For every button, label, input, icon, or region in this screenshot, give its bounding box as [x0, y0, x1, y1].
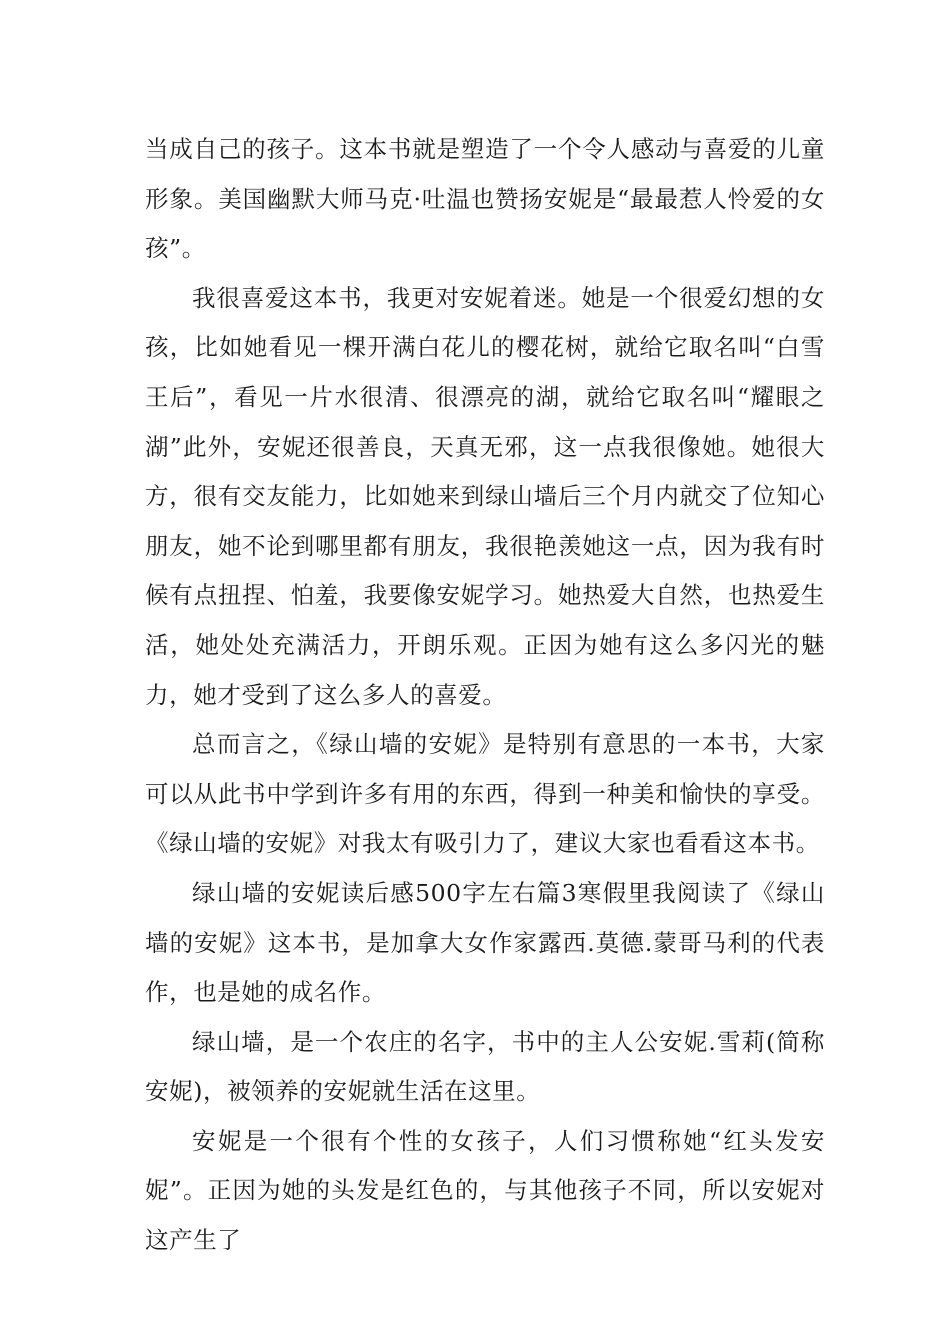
paragraph-conclusion: 总而言之，《绿山墙的安妮》是特别有意思的一本书，大家可以从此书中学到许多有用的东西，得到一种美和愉快的享受。《绿山墙的安妮》对我太有吸引力了，建议大家也看看这本书。 [145, 730, 825, 858]
paragraph-continuation: 当成自己的孩子。这本书就是塑造了一个令人感动与喜爱的儿童形象。美国幽默大师马克·吐温也赞扬安妮是“最最惹人怜爱的女孩”。 [145, 135, 825, 263]
paragraph-anne-character: 我很喜爱这本书，我更对安妮着迷。她是一个很爱幻想的女孩，比如她看见一棵开满白花儿的樱花树，就给它取名叫“白雪王后”，看见一片水很清、很漂亮的湖，就给它取名叫“耀眼之湖”此外，安妮还很善良，天真无邪，这一点我很像她。她很大方，很有交友能力，比如她来到绿山墙后三个月内就交了位知心朋友，她不论到哪里都有朋友，我很艳羡她这一点，因为我有时候有点扭捏、怕羞，我要像安妮学习。她热爱大自然，也热爱生活，她处处充满活力，开朗乐观。正因为她有这么多闪光的魅力，她才受到了这么多人的喜爱。 [145, 283, 825, 709]
paragraph-red-hair: 安妮是一个很有个性的女孩子，人们习惯称她“红头发安妮”。正因为她的头发是红色的，与其他孩子不同，所以安妮对这产生了 [145, 1126, 825, 1255]
paragraph-essay-3-intro: 绿山墙的安妮读后感500字左右篇3寒假里我阅读了《绿山墙的安妮》这本书，是加拿大女作家露西.莫德.蒙哥马利的代表作，也是她的成名作。 [145, 878, 825, 1007]
document-body [145, 125, 825, 1266]
paragraph-green-gables: 绿山墙，是一个农庄的名字，书中的主人公安妮.雪莉(简称安妮)，被领养的安妮就生活在这里。 [145, 1027, 825, 1106]
